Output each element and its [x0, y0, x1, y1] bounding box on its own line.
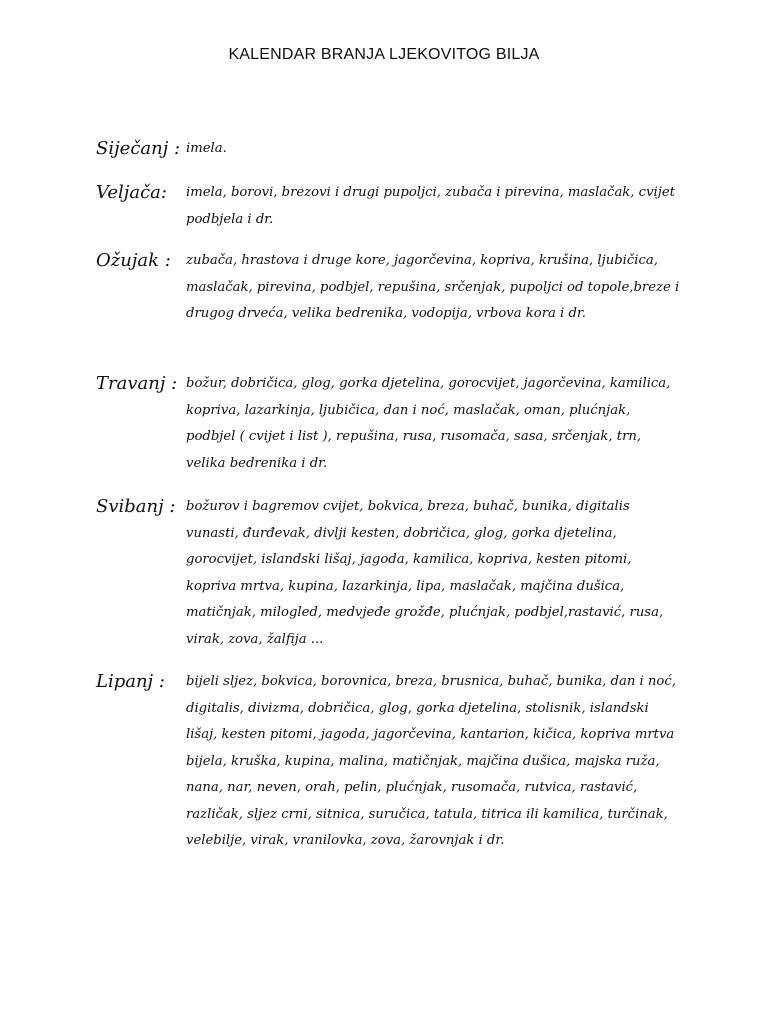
plant-list: božur, dobričica, glog, gorka djetelina, gorocvijet, jagorčevina, kamilica, kopriva, lazarkinja, ljubičica, dan i noć, maslačak, oman, plućnjak, podbjel ( cvijet i list ), repušina, rusa, rusomača, sasa, srčenjak, trn, velika bedrenika i dr.	[186, 376, 671, 471]
plant-list: bijeli sljez, bokvica, borovnica, breza, brusnica, buhač, bunika, dan i noć, digitalis, divizma, dobričica, glog, gorka djetelina, stolisnik, islandski lišaj, kesten pitomi, jagoda, jagorčevina, kantarion, kičica, kopriva mrtva bijela, kruška, kupina, malina, matičnjak, majčina dušica, majska ruža, nana, nar, neven, orah, pelin, plućnjak, rusomača, rutvica, rastavić, različak, sljez crni, sitnica, suručica, tatula, titrica ili kamilica, turčinak, velebilje, virak, vranilovka, zova, žarovnjak i dr.	[186, 674, 676, 848]
plant-list: božurov i bagremov cvijet, bokvica, breza, buhač, bunika, digitalis vunasti, đurđevak, divlji kesten, dobričica, glog, gorka djetelina, gorocvijet, islandski lišaj, jagoda, kamilica, kopriva, kesten pitomi, kopriva mrtva, kupina, lazarkinja, lipa, maslačak, majčina dušica, matičnjak, milogled, medvjeđe grožđe, plućnjak, podbjel,rastavić, rusa, virak, zova, žalfija ...	[186, 499, 664, 647]
month-label: Lipanj :	[96, 671, 165, 692]
plant-list: imela.	[186, 141, 227, 156]
month-label: Ožujak :	[96, 250, 171, 271]
month-label: Travanj :	[96, 373, 178, 394]
page-title: KALENDAR BRANJA LJEKOVITOG BILJA	[228, 46, 540, 63]
month-label: Siječanj :	[96, 138, 181, 159]
month-label: Svibanj :	[96, 496, 176, 517]
month-label: Veljača:	[96, 182, 167, 203]
plant-list: zubača, hrastova i druge kore, jagorčevina, kopriva, krušina, ljubičica, maslačak, pirevina, podbjel, repušina, srčenjak, pupoljci od topole,breze i drugog drveća, velika bedrenika, vodopija, vrbova kora i dr.	[186, 253, 680, 321]
plant-list: imela, borovi, brezovi i drugi pupoljci, zubača i pirevina, maslačak, cvijet podbjela i dr.	[186, 185, 675, 227]
